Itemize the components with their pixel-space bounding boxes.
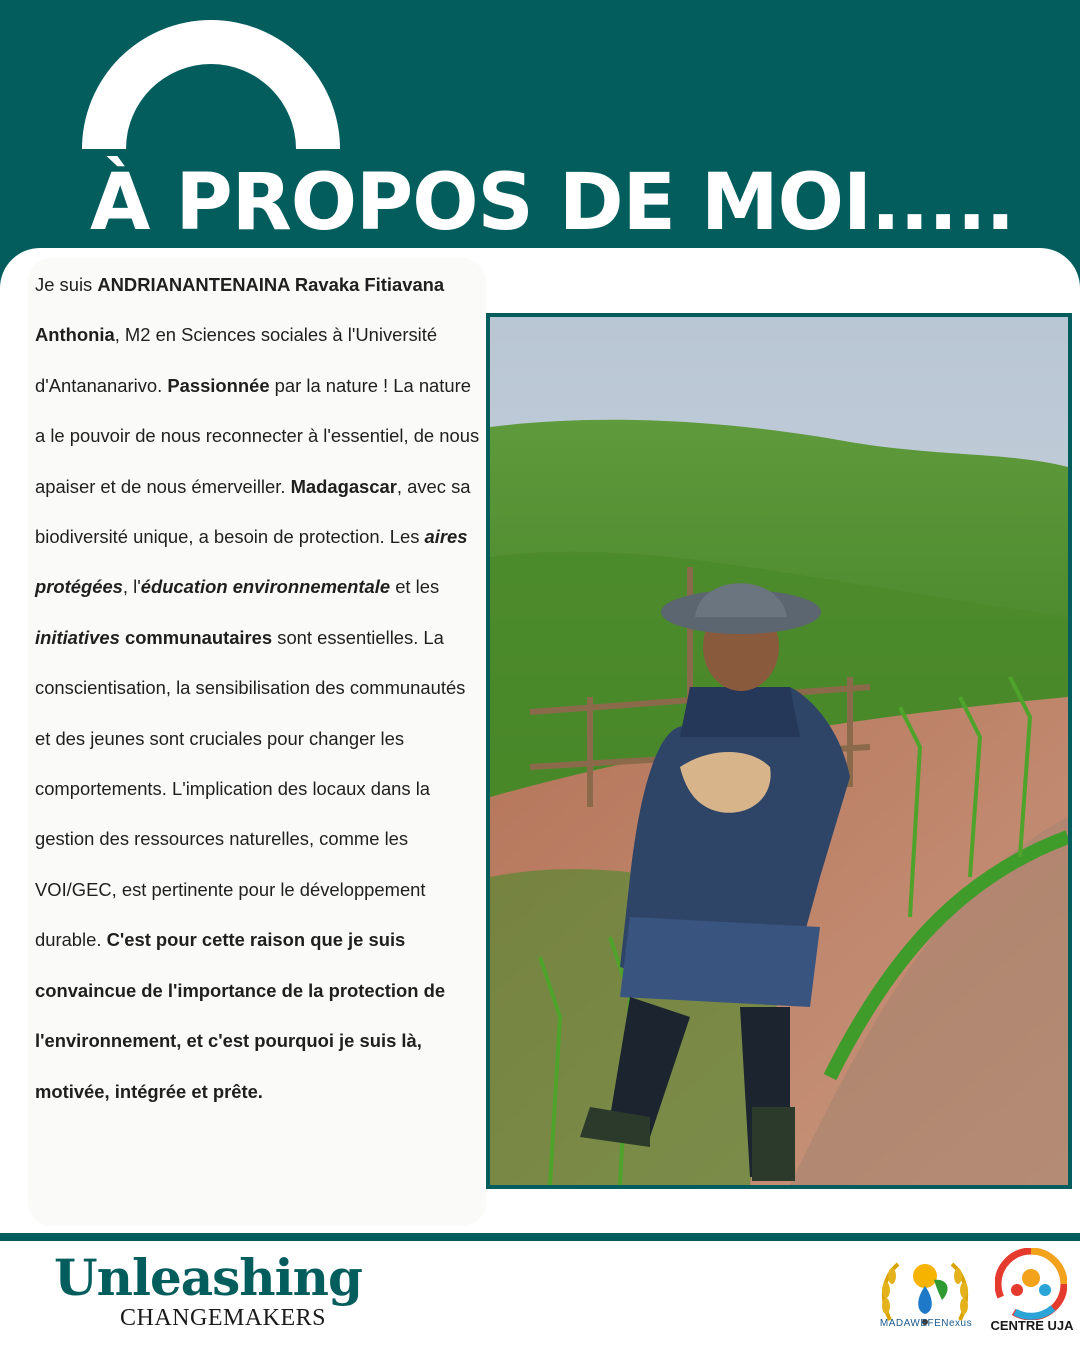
bio-segment: et les: [390, 576, 440, 598]
bio-passion: Passionnée: [167, 374, 270, 396]
bio-segment: , avec sa biodiversité unique, a besoin de protection. Les: [35, 475, 471, 548]
bio-segment: par la nature ! La nature a le pouvoir de nous reconnecter à l'essentiel, de nous apaiser et de nous émerveiller.: [35, 374, 480, 497]
centre-uja-label: CENTRE UJA: [990, 1318, 1074, 1333]
bio-segment: , M2 en Sciences sociales à l'Université d'Antananarivo.: [35, 324, 438, 396]
bio-conclusion: C'est pour cette raison que je suis convaincue de l'importance de la protection de l'environnement, et c'est pourquoi je suis là, motivée, intégrée et prête.: [35, 929, 446, 1102]
portrait-illustration: [490, 317, 1068, 1185]
bio-communautaires: communautaires: [124, 626, 273, 648]
bio-madagascar: Madagascar: [290, 475, 397, 497]
madawefenexus-label: MADAWEFENexus: [879, 1318, 973, 1329]
brand-logo-title: Unleashing: [54, 1248, 362, 1307]
footer-divider: [0, 1233, 1080, 1241]
bio-aires-protegees: aires protégées: [35, 526, 468, 598]
brand-logo-subtitle: CHANGEMAKERS: [120, 1305, 327, 1331]
bio-segment: , l': [122, 576, 141, 598]
centre-uja-logo-icon: [995, 1248, 1067, 1320]
bio-segment: sont essentielles. La conscientisation, la sensibilisation des communautés et des jeunes sont cruciales pour changer les comportements. L'implication des locaux dans la gestion des ressources naturelles, comme les VOI/GEC, est pertinente pour le développement durable.: [35, 626, 466, 951]
page-title: À PROPOS DE MOI.....: [90, 158, 1015, 248]
bio-initiatives: initiatives: [35, 626, 120, 648]
bio-name: ANDRIANANTENAINA Ravaka Fitiavana Anthonia: [35, 274, 445, 346]
bio-text: [35, 260, 485, 1117]
bio-education: éducation environnementale: [140, 576, 391, 598]
portrait-photo: [486, 313, 1072, 1189]
bio-segment: Je suis: [35, 274, 98, 295]
